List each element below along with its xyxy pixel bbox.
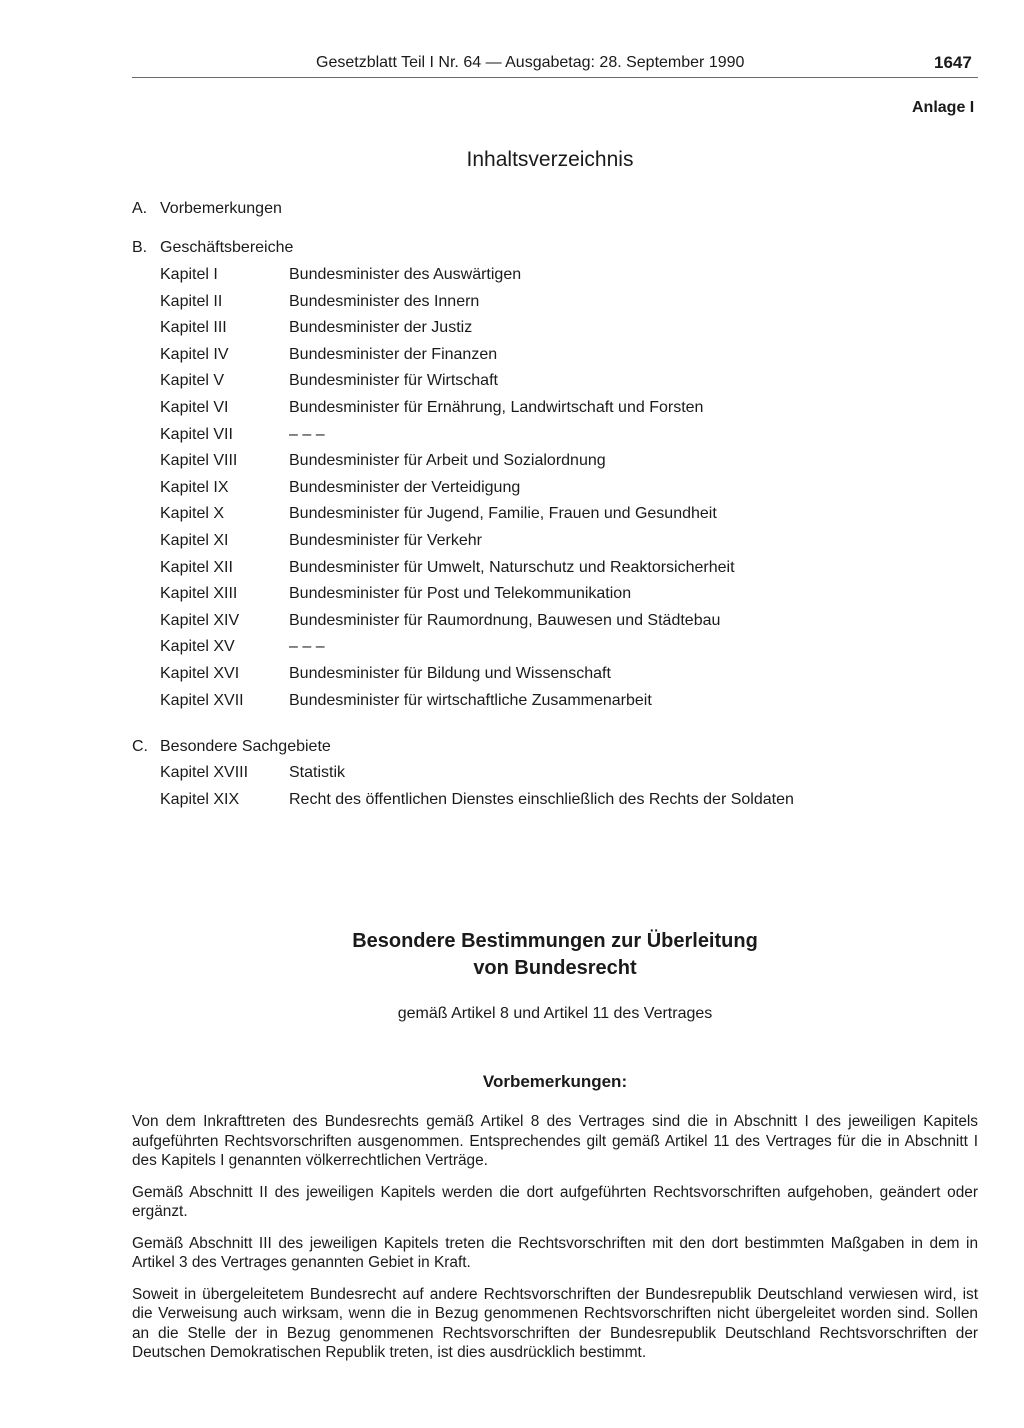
document-subtitle: gemäß Artikel 8 und Artikel 11 des Vertrages xyxy=(397,1005,713,1022)
paragraph: Gemäß Abschnitt III des jeweiligen Kapitels treten die Rechtsvorschriften mit den dort bestimmten Maßgaben in dem in Artikel 3 des Vertrages genannten Gebiet in Kraft. xyxy=(132,1234,978,1271)
ministry-label: – – – xyxy=(289,425,325,443)
section-letter: A. xyxy=(132,200,148,217)
ministry-label: Bundesminister für Wirtschaft xyxy=(289,372,498,390)
ministry-label: Bundesminister für Ernährung, Landwirtschaft und Forsten xyxy=(289,399,704,416)
ministry-label: Bundesminister für Raumordnung, Bauwesen und Städtebau xyxy=(289,611,721,629)
chapter-label: Kapitel VI xyxy=(160,399,229,416)
paragraph: Gemäß Abschnitt II des jeweiligen Kapitels werden die dort aufgeführten Rechtsvorschriften aufgehoben, geändert oder ergänzt. xyxy=(132,1183,978,1220)
section-label: Geschäftsbereiche xyxy=(160,239,294,256)
paragraph: Von dem Inkrafttreten des Bundesrechts gemäß Artikel 8 des Vertrages sind die in Abschnitt I des jeweiligen Kapitels aufgeführten Rechtsvorschriften ausgenommen. Entsprechendes gilt gemäß Artikel 11 des Vertrages für die in Abschnitt I des Kapitels I genannten völkerrechtlichen Verträge. xyxy=(132,1113,978,1169)
ministry-label: Bundesminister der Justiz xyxy=(289,319,473,337)
chapter-label: Kapitel XII xyxy=(160,558,233,576)
chapter-label: Kapitel XIX xyxy=(160,791,240,808)
paragraph: Soweit in übergeleitetem Bundesrecht auf andere Rechtsvorschriften der Bundesrepublik Deutschland verwiesen wird, ist die Verweisung auch wirksam, wenn die in Bezug genommenen Rechtsvorschriften nicht übergeleitet worden sind. Sollen an die Stelle der in Bezug genommenen Rechtsvorschriften der Bundesrepublik Deutschland Rechtsvorschriften der Deutschen Demokratischen Republik treten, ist dies ausdrücklich bestimmt. xyxy=(132,1285,978,1361)
ministry-label: Bundesminister des Innern xyxy=(289,292,480,310)
header-rule xyxy=(132,77,978,78)
chapter-label: Kapitel XVII xyxy=(160,691,244,709)
chapter-label: Kapitel XVI xyxy=(160,665,240,682)
ministry-label: Bundesminister für Verkehr xyxy=(289,532,482,549)
preliminary-remarks-heading: Vorbemerkungen: xyxy=(482,1072,628,1091)
chapter-label: Kapitel XV xyxy=(160,638,235,656)
chapter-label: Kapitel II xyxy=(160,292,223,310)
running-header: Gesetzblatt Teil I Nr. 64 — Ausgabetag: 28. September 1990 xyxy=(316,54,745,71)
ministry-label: Bundesminister für Bildung und Wissenschaft xyxy=(289,665,611,682)
chapter-label: Kapitel III xyxy=(160,319,227,337)
chapter-label: Kapitel IX xyxy=(160,478,229,496)
document-title xyxy=(0,928,1024,982)
section-label: Besondere Sachgebiete xyxy=(160,738,331,755)
ministry-label: Bundesminister für Umwelt, Naturschutz und Reaktorsicherheit xyxy=(289,558,735,576)
title-line-2: von Bundesrecht xyxy=(473,957,637,979)
chapter-label: Kapitel XIII xyxy=(160,585,238,603)
chapter-label: Kapitel X xyxy=(160,505,225,523)
chapter-label: Kapitel XVIII xyxy=(160,764,249,781)
chapter-label: Kapitel VII xyxy=(160,425,233,443)
ministry-label: Bundesminister für Jugend, Familie, Frauen und Gesundheit xyxy=(289,505,717,523)
title-line-1: Besondere Bestimmungen zur Überleitung xyxy=(352,930,758,952)
ministry-label: Bundesminister der Verteidigung xyxy=(289,478,521,496)
annex-label: Anlage I xyxy=(912,99,975,116)
chapter-label: Kapitel VIII xyxy=(160,452,238,470)
ministry-label: Bundesminister für Post und Telekommunikation xyxy=(289,585,632,603)
toc-title: Inhaltsverzeichnis xyxy=(466,148,634,171)
chapter-label: Kapitel V xyxy=(160,372,225,390)
chapter-label: Kapitel I xyxy=(160,266,218,283)
ministry-label: Bundesminister des Auswärtigen xyxy=(289,266,522,283)
chapter-label: Kapitel XIV xyxy=(160,611,240,629)
page-number: 1647 xyxy=(934,53,972,72)
section-letter: C. xyxy=(132,738,148,755)
section-label: Vorbemerkungen xyxy=(160,200,282,217)
chapter-label: Kapitel IV xyxy=(160,345,229,363)
ministry-label: Recht des öffentlichen Dienstes einschließlich des Rechts der Soldaten xyxy=(289,791,794,808)
ministry-label: Bundesminister der Finanzen xyxy=(289,345,498,363)
body-text xyxy=(132,1112,978,1375)
section-letter: B. xyxy=(132,239,148,256)
ministry-label: Bundesminister für Arbeit und Sozialordnung xyxy=(289,452,606,470)
ministry-label: – – – xyxy=(289,638,325,656)
chapter-label: Kapitel XI xyxy=(160,532,229,549)
ministry-label: Statistik xyxy=(289,764,346,781)
ministry-label: Bundesminister für wirtschaftliche Zusammenarbeit xyxy=(289,691,652,709)
